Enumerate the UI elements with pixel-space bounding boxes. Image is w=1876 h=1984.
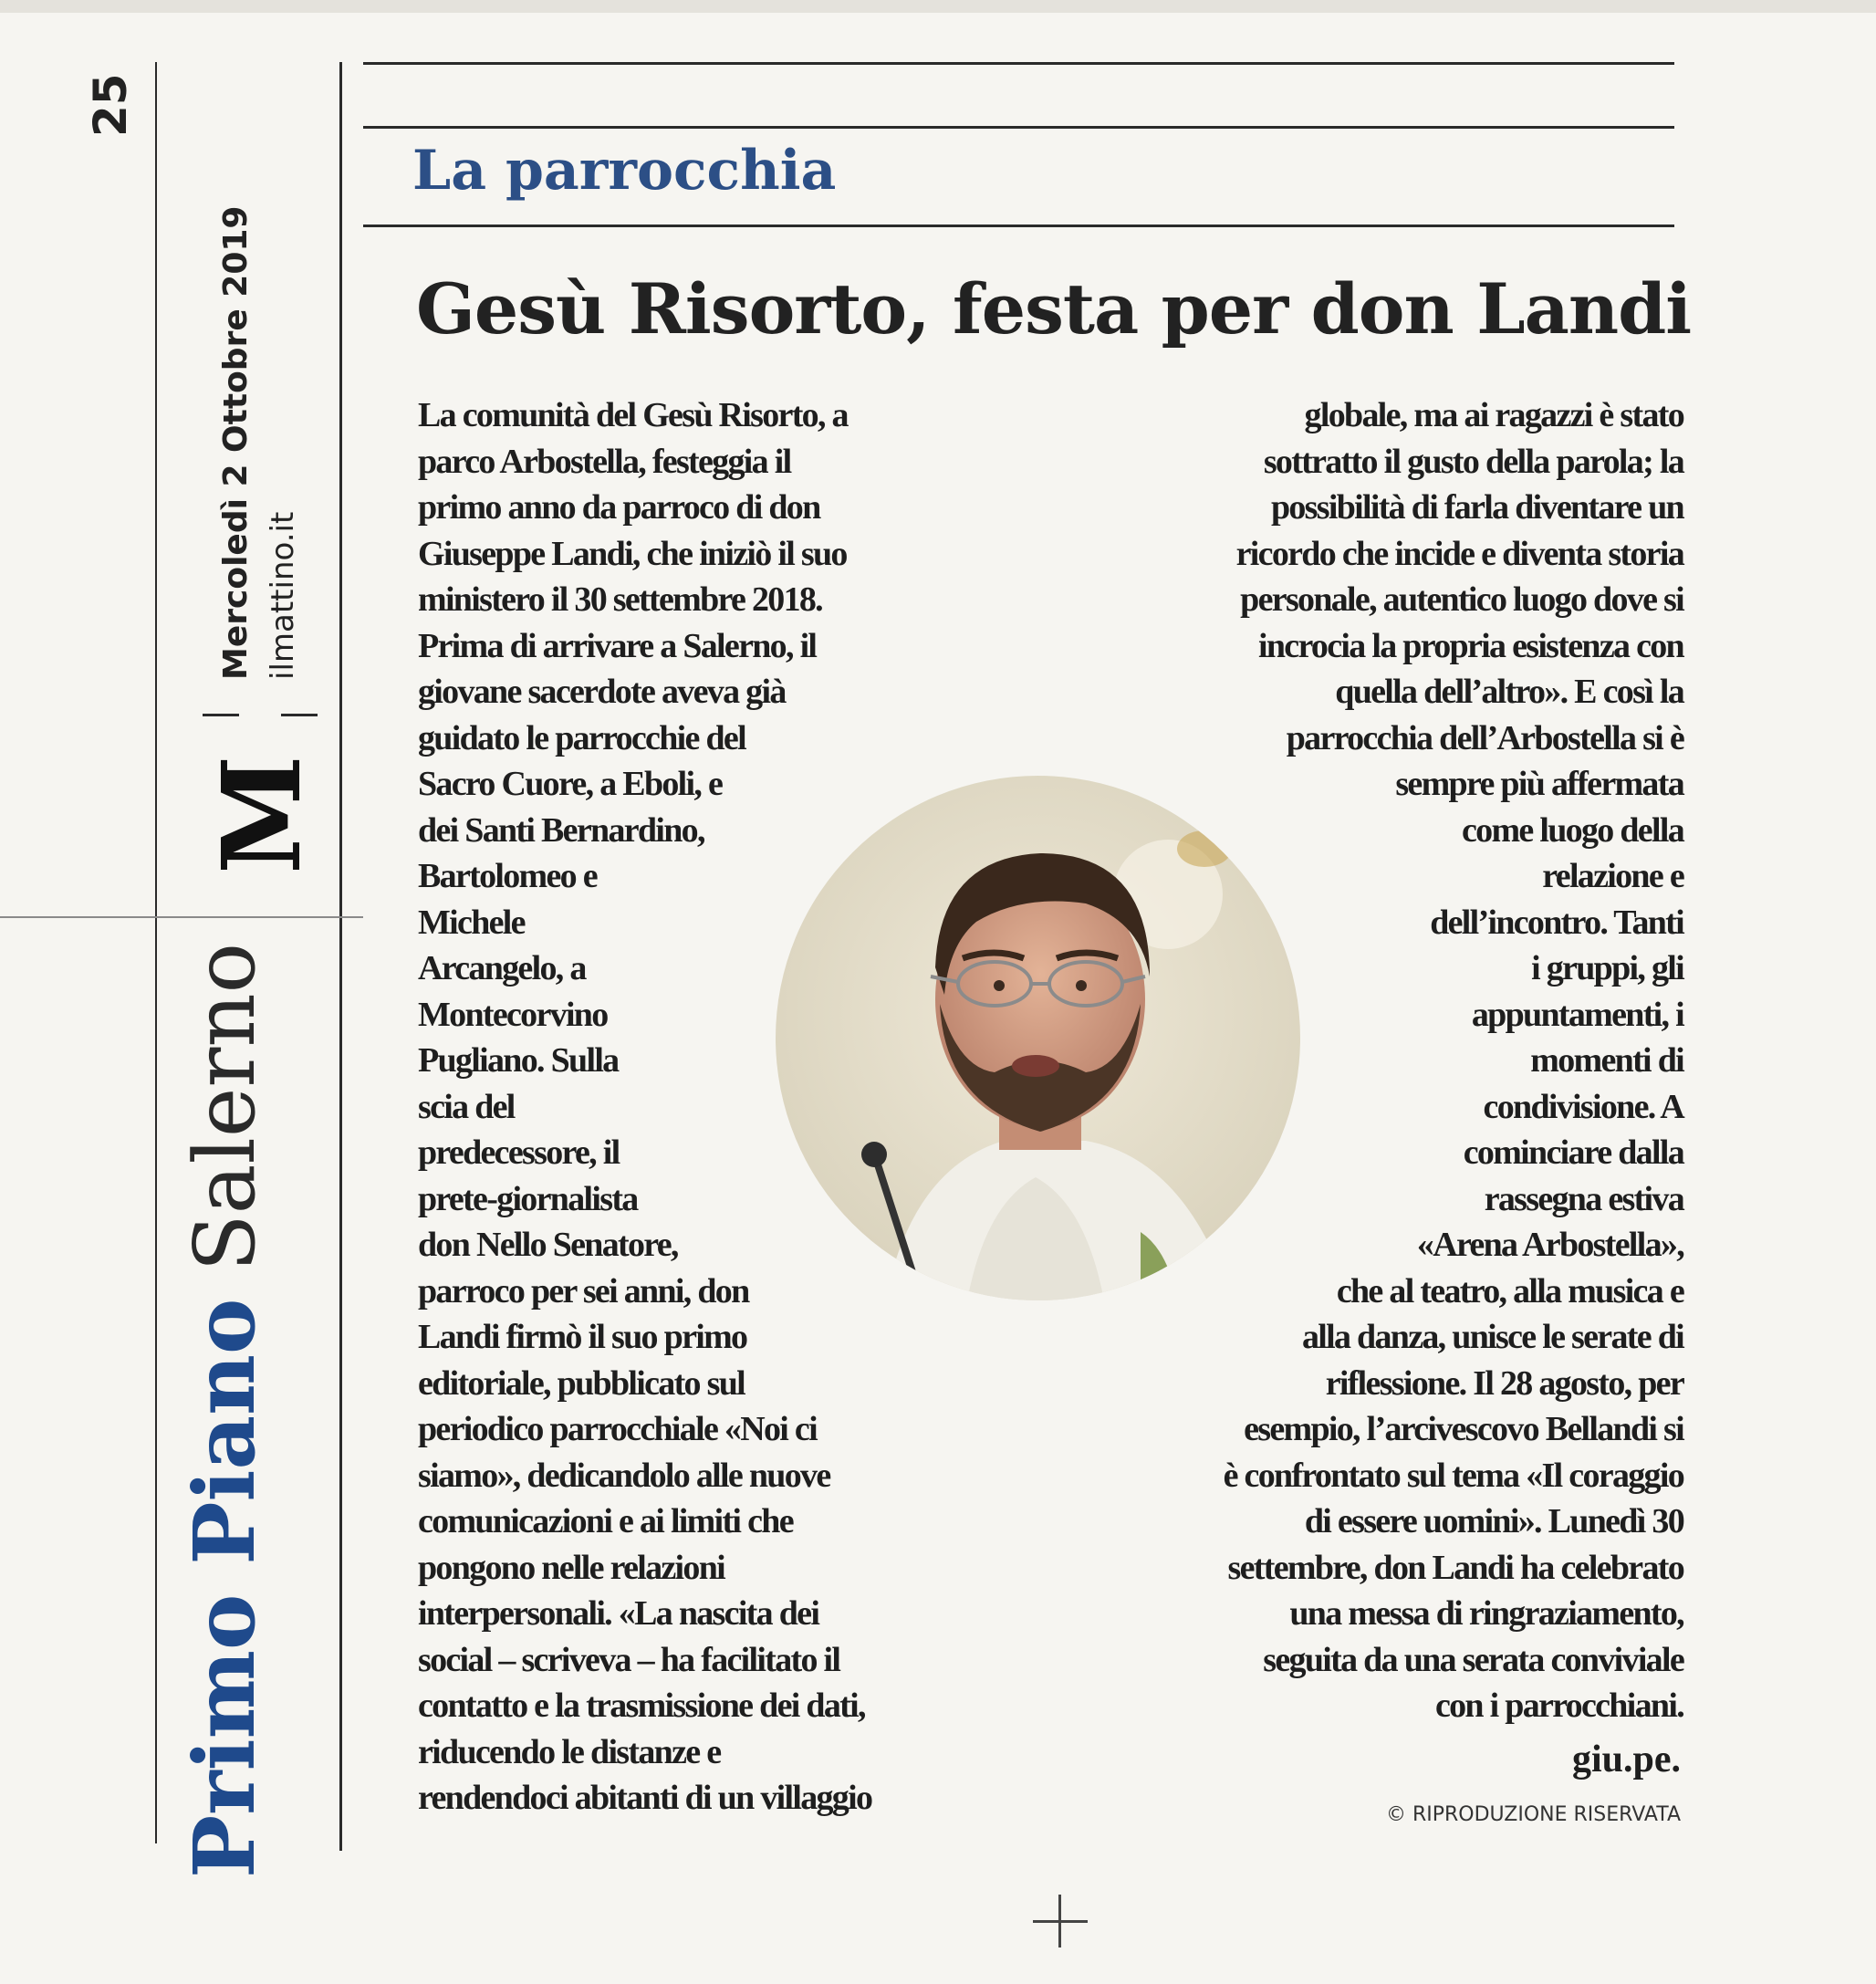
issue-date: Mercoledì 2 Ottobre 2019 xyxy=(217,205,255,680)
article-line: Sacro Cuore, a Eboli, e xyxy=(418,765,723,803)
article-line: con i parrocchiani. xyxy=(1434,1686,1683,1725)
article-line: Landi firmò il suo primo xyxy=(418,1318,747,1356)
article-line: dei Santi Bernardino, xyxy=(418,810,704,850)
article-line: i gruppi, gli xyxy=(1531,949,1683,987)
top-rule-1 xyxy=(363,62,1674,65)
article-line: alla danza, unisce le serate di xyxy=(1301,1318,1683,1356)
article-line: pongono nelle relazioni xyxy=(418,1548,725,1587)
article-line: come luogo della xyxy=(1462,810,1683,850)
margin-rule-inner xyxy=(339,62,342,1851)
article-line: esempio, l’arcivescovo Bellandi si xyxy=(1244,1410,1683,1448)
article-line: predecessore, il xyxy=(418,1133,620,1172)
article-line: giovane sacerdote aveva già xyxy=(418,673,786,711)
article-line: Michele xyxy=(418,903,525,942)
copyright-notice: © RIPRODUZIONE RISERVATA xyxy=(1385,1803,1681,1826)
article-line: personale, autentico luogo dove si xyxy=(1240,580,1683,619)
scan-top-edge xyxy=(0,0,1876,13)
article-line: Montecorvino xyxy=(418,995,608,1034)
article-line: globale, ma ai ragazzi è stato xyxy=(1304,396,1683,434)
article-line: Giuseppe Landi, che iniziò il suo xyxy=(418,534,847,573)
article-line: quella dell’altro». E così la xyxy=(1335,673,1683,711)
article-line: di essere uomini». Lunedì 30 xyxy=(1304,1502,1683,1540)
article-line: una messa di ringraziamento, xyxy=(1289,1594,1683,1633)
portrait-photo xyxy=(776,776,1300,1300)
article-line: appuntamenti, i xyxy=(1471,995,1683,1034)
section-title-strong: Primo Piano xyxy=(175,1298,274,1878)
article-line: parrocchia dell’Arbostella si è xyxy=(1286,718,1683,757)
margin-rule-lower xyxy=(155,922,157,1843)
author-signature: giu.pe. xyxy=(1571,1739,1681,1780)
article-line: social – scriveva – ha facilitato il xyxy=(418,1640,840,1679)
article-line: prete-giornalista xyxy=(418,1179,638,1218)
article-line: sottratto il gusto della parola; la xyxy=(1263,442,1683,481)
article-line: La comunità del Gesù Risorto, a xyxy=(418,396,848,434)
newspaper-logo: M xyxy=(198,755,325,874)
article-line: momenti di xyxy=(1530,1041,1683,1080)
article-line: interpersonali. «La nascita dei xyxy=(418,1594,819,1633)
article-line: condivisione. A xyxy=(1483,1087,1683,1126)
margin-divider-short-2 xyxy=(281,714,318,716)
article-line: contatto e la trasmissione dei dati, xyxy=(418,1686,865,1725)
article-line: è confrontato sul tema «Il coraggio xyxy=(1223,1456,1683,1495)
article-line: possibilità di farla diventare un xyxy=(1270,488,1683,527)
article-line: Bartolomeo e xyxy=(418,857,597,895)
article-line: rassegna estiva xyxy=(1484,1179,1683,1218)
article-line: siamo», dedicandolo alle nuove xyxy=(418,1456,830,1495)
article-line: Prima di arrivare a Salerno, il xyxy=(418,626,817,665)
article-line: incrocia la propria esistenza con xyxy=(1257,626,1683,665)
article-line: dell’incontro. Tanti xyxy=(1430,903,1683,942)
article-line: parroco per sei anni, don xyxy=(418,1271,749,1310)
article-line: riflessione. Il 28 agosto, per xyxy=(1325,1363,1683,1403)
top-rule-2 xyxy=(363,126,1674,129)
article-line: comunicazioni e ai limiti che xyxy=(418,1502,793,1540)
registration-mark-v xyxy=(1058,1895,1061,1947)
article-line: ministero il 30 settembre 2018. xyxy=(418,580,822,619)
headline: Gesù Risorto, festa per don Landi xyxy=(416,268,1692,350)
article-line: sempre più affermata xyxy=(1395,765,1683,803)
article-line: guidato le parrocchie del xyxy=(418,718,745,757)
article-line: scia del xyxy=(418,1087,515,1126)
article-line: che al teatro, alla musica e xyxy=(1336,1271,1683,1310)
portrait-illustration xyxy=(776,776,1300,1300)
article-line: seguita da una serata conviviale xyxy=(1263,1640,1683,1679)
article-line: rendendoci abitanti di un villaggio xyxy=(418,1779,872,1817)
article-line: «Arena Arbostella», xyxy=(1416,1226,1683,1264)
article-line: ricordo che incide e diventa storia xyxy=(1235,534,1683,573)
article-line: riducendo le distanze e xyxy=(418,1732,721,1771)
article-line: cominciare dalla xyxy=(1463,1133,1683,1172)
article-line: parco Arbostella, festeggia il xyxy=(418,442,791,481)
section-title-light: Salerno xyxy=(176,943,274,1272)
section-title xyxy=(175,943,274,1878)
article-line: Arcangelo, a xyxy=(418,949,586,987)
fold-line xyxy=(0,916,363,918)
page-number: 25 xyxy=(84,73,137,137)
kicker: La parrocchia xyxy=(412,139,837,203)
article-line: don Nello Senatore, xyxy=(418,1226,678,1264)
site-url: ilmattino.it xyxy=(265,511,301,680)
article-line: Pugliano. Sulla xyxy=(418,1041,619,1080)
kicker-rule xyxy=(363,225,1674,227)
margin-divider-short xyxy=(203,714,239,716)
margin-rule-outer xyxy=(155,62,157,929)
article-line: settembre, don Landi ha celebrato xyxy=(1227,1548,1683,1587)
article-line: relazione e xyxy=(1542,857,1683,895)
article-line: periodico parrocchiale «Noi ci xyxy=(418,1410,817,1448)
article-line: primo anno da parroco di don xyxy=(418,488,820,527)
article-line: editoriale, pubblicato sul xyxy=(418,1363,745,1403)
